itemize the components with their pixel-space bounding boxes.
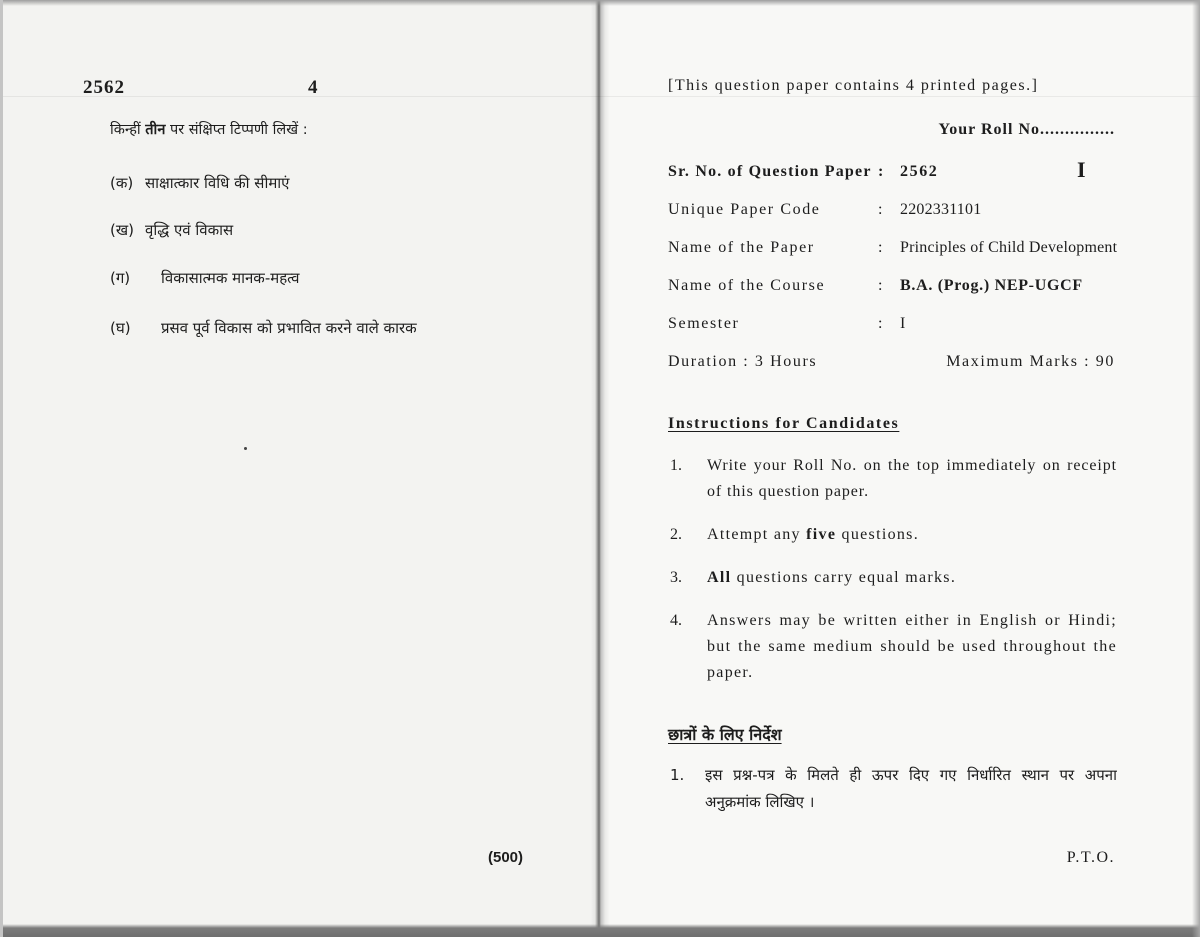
detail-value: 2562 [900,163,939,180]
question-part [110,220,233,240]
item-number: 1. [670,457,682,474]
page-fold [590,0,610,937]
max-marks: Maximum Marks : 90 [946,353,1115,370]
duration: Duration : 3 Hours [668,353,818,370]
item-number: 4. [670,612,682,629]
instruction-item [670,565,1117,591]
part-label: (क) [110,174,134,192]
instructions-heading: Instructions for Candidates [668,415,900,432]
detail-value: Principles of Child Development [900,239,1118,256]
detail-row [668,229,1118,267]
instruction-item [670,453,1117,505]
scan-edge-top [0,0,1200,6]
item-line: अनुक्रमांक लिखिए । [705,793,815,811]
part-label: (ग) [110,269,131,287]
detail-row-sr-no [668,153,1118,191]
question-part [110,268,300,288]
part-text: प्रसव पूर्व विकास को प्रभावित करने वाले कारक [161,319,417,337]
detail-row-duration-marks [668,343,1115,381]
page-number: 4 [308,77,319,98]
question-intro-before: किन्हीं [110,122,141,138]
scan-edge-right [1192,0,1200,937]
question-set-marker: I [1077,157,1086,182]
right-page [600,0,1200,937]
hindi-instructions-list [670,762,1117,833]
item-line: Write your Roll No. on the top immediately on receipt [707,457,1117,474]
detail-row [668,305,1118,343]
detail-label: Name of the Paper [668,239,815,256]
question-part [110,318,417,338]
item-number: 1. [670,766,685,784]
item-number: 2. [670,526,682,543]
detail-value: B.A. (Prog.) NEP-UGCF [900,277,1083,294]
item-line: इस प्रश्न-पत्र के मिलते ही ऊपर दिए गए निर्धारित स्थान पर अपना [705,766,1117,784]
item-line: paper. [707,664,754,681]
item-line: Answers may be written either in English or Hindi; [707,612,1117,629]
question-part [110,173,289,193]
paper-details [668,153,1118,381]
instructions-list [670,453,1117,703]
question-intro-emphasis: तीन [145,122,166,138]
item-emphasis: All [707,569,732,586]
part-text: वृद्धि एवं विकास [145,221,234,239]
scan-edge-bottom [0,924,1200,937]
item-text: Attempt any [707,526,801,543]
item-line [707,522,1117,548]
instruction-item [670,608,1117,686]
paper-number: 2562 [83,77,125,98]
roll-no-field: Your Roll No............... [938,121,1115,138]
question-intro-after: पर संक्षिप्त टिप्पणी लिखें : [169,122,308,138]
detail-label: Name of the Course [668,277,826,294]
detail-label: Unique Paper Code [668,201,821,218]
item-text: questions carry equal marks. [736,569,957,586]
item-line: but the same medium should be used throughout the [707,638,1117,655]
item-line: of this question paper. [707,483,870,500]
instruction-item [670,522,1117,548]
detail-separator: : [878,201,883,218]
pto-note: P.T.O. [1066,849,1115,866]
scan-edge-left [0,0,3,937]
detail-separator: : [878,315,883,332]
part-text: विकासात्मक मानक-महत्व [161,269,300,287]
item-line [707,565,1117,591]
item-text: questions. [841,526,919,543]
detail-value: I [900,315,906,332]
item-number: 3. [670,569,682,586]
part-label: (घ) [110,319,131,337]
detail-label: Sr. No. of Question Paper [668,163,872,180]
scan-speck [244,447,247,450]
detail-separator: : [878,163,884,180]
question-intro [110,120,308,140]
detail-separator: : [878,239,883,256]
detail-row [668,191,1118,229]
page-count-note: [This question paper contains 4 printed pages.] [668,77,1039,94]
detail-row [668,267,1118,305]
detail-label: Semester [668,315,740,332]
detail-value: 2202331101 [900,201,982,218]
part-label: (ख) [110,221,134,239]
detail-separator: : [878,277,883,294]
part-text: साक्षात्कार विधि की सीमाएं [145,174,290,192]
instruction-item [670,762,1117,816]
print-count: (500) [488,849,524,866]
item-emphasis: five [806,526,837,543]
hindi-instructions-heading: छात्रों के लिए निर्देश [668,725,782,744]
